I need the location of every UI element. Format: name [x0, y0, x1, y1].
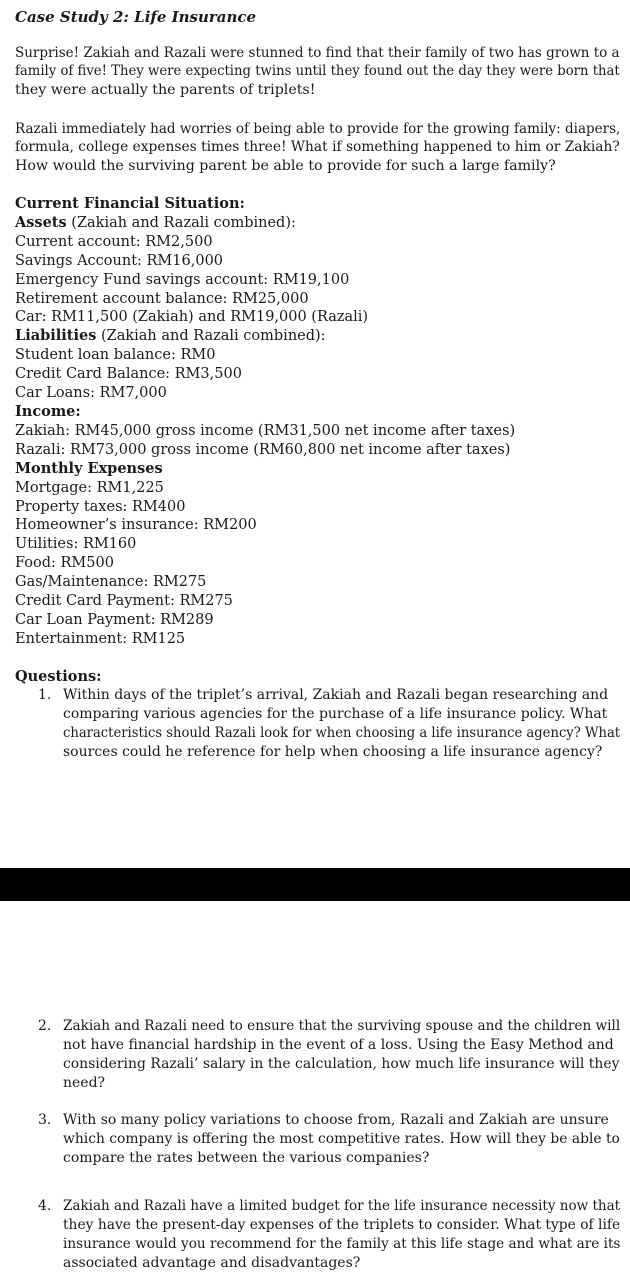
- expense-item: Utilities: RM160: [15, 536, 137, 553]
- expense-item: Gas/Maintenance: RM275: [15, 574, 207, 591]
- worry-line: How would the surviving parent be able to provide for such a large family?: [15, 157, 556, 174]
- assets-heading: [15, 214, 515, 233]
- worry-paragraph: [15, 120, 620, 175]
- liability-item: Car Loans: RM7,000: [15, 385, 167, 402]
- redaction-bar: [0, 868, 630, 901]
- expenses-heading: Monthly Expenses: [15, 459, 163, 477]
- assets-label: Assets: [15, 213, 67, 231]
- liability-item: Student loan balance: RM0: [15, 347, 216, 364]
- question-line: considering Razali’ salary in the calculation, how much life insurance will they: [63, 1055, 620, 1072]
- question-text: [63, 686, 620, 762]
- question-line: Within days of the triplet’s arrival, Zakiah and Razali began researching and: [63, 687, 609, 703]
- question-3: [38, 1111, 620, 1168]
- question-line: which company is offering the most competitive rates. How will they be able to: [63, 1130, 620, 1147]
- expense-item: Credit Card Payment: RM275: [15, 593, 233, 610]
- asset-item: Car: RM11,500 (Zakiah) and RM19,000 (Razali): [15, 309, 369, 326]
- question-line: insurance would you recommend for the family at this life stage and what are its: [63, 1235, 621, 1252]
- expense-item: Food: RM500: [15, 555, 114, 572]
- question-text: [63, 1017, 620, 1093]
- case-study-title: Case Study 2: Life Insurance: [15, 8, 257, 26]
- question-2: [38, 1017, 620, 1093]
- question-line: comparing various agencies for the purchase of a life insurance policy. What: [63, 705, 608, 722]
- question-number: 3.: [38, 1112, 52, 1128]
- intro-line: family of five! They were expecting twins until they found out the day they were born that: [15, 63, 620, 80]
- asset-item: Emergency Fund savings account: RM19,100: [15, 271, 350, 288]
- question-line: compare the rates between the various companies?: [63, 1149, 430, 1166]
- worry-line: Razali immediately had worries of being able to provide for the growing family: diapers,: [15, 121, 621, 137]
- intro-paragraph: [15, 44, 620, 99]
- financial-heading: Current Financial Situation:: [15, 195, 245, 212]
- income-item: Zakiah: RM45,000 gross income (RM31,500 net income after taxes): [15, 422, 516, 439]
- question-line: not have financial hardship in the event of a loss. Using the Easy Method and: [63, 1036, 614, 1053]
- financial-situation: [15, 195, 515, 649]
- question-line: need?: [63, 1074, 106, 1091]
- questions-heading: Questions:: [15, 668, 102, 685]
- expense-item: Mortgage: RM1,225: [15, 479, 164, 496]
- question-line: Zakiah and Razali have a limited budget for the life insurance necessity now that: [63, 1198, 621, 1214]
- question-line: associated advantage and disadvantages?: [63, 1254, 361, 1271]
- income-item: Razali: RM73,000 gross income (RM60,800 net income after taxes): [15, 441, 511, 458]
- expense-item: Car Loan Payment: RM289: [15, 611, 214, 628]
- question-text: [63, 1111, 620, 1168]
- asset-item: Retirement account balance: RM25,000: [15, 290, 309, 307]
- expense-item: Entertainment: RM125: [15, 630, 186, 647]
- question-line: With so many policy variations to choose from, Razali and Zakiah are unsure: [63, 1112, 609, 1128]
- worry-line: formula, college expenses times three! What if something happened to him or Zakiah?: [15, 139, 620, 156]
- income-heading: Income:: [15, 402, 81, 420]
- question-4: [38, 1197, 620, 1273]
- expense-item: Property taxes: RM400: [15, 498, 186, 515]
- liability-item: Credit Card Balance: RM3,500: [15, 366, 242, 383]
- liabilities-label: Liabilities: [15, 327, 97, 345]
- intro-line: Surprise! Zakiah and Razali were stunned to find that their family of two has grown to a: [15, 45, 620, 61]
- question-number: 2.: [38, 1018, 52, 1034]
- question-1: [38, 686, 620, 762]
- question-number: 4.: [38, 1198, 52, 1214]
- question-number: 1.: [38, 687, 52, 703]
- intro-line: they were actually the parents of triplets!: [15, 81, 316, 98]
- question-text: [63, 1197, 620, 1273]
- asset-item: Savings Account: RM16,000: [15, 252, 224, 269]
- question-line: characteristics should Razali look for when choosing a life insurance agency? What: [63, 724, 621, 741]
- assets-note: (Zakiah and Razali combined):: [66, 214, 296, 231]
- liabilities-heading: [15, 327, 515, 346]
- expense-item: Homeowner’s insurance: RM200: [15, 517, 257, 534]
- liabilities-note: (Zakiah and Razali combined):: [96, 328, 326, 345]
- question-line: Zakiah and Razali need to ensure that the surviving spouse and the children will: [63, 1018, 621, 1034]
- asset-item: Current account: RM2,500: [15, 233, 213, 250]
- question-line: sources could he reference for help when choosing a life insurance agency?: [63, 743, 603, 760]
- question-line: they have the present-day expenses of the triplets to consider. What type of life: [63, 1216, 621, 1233]
